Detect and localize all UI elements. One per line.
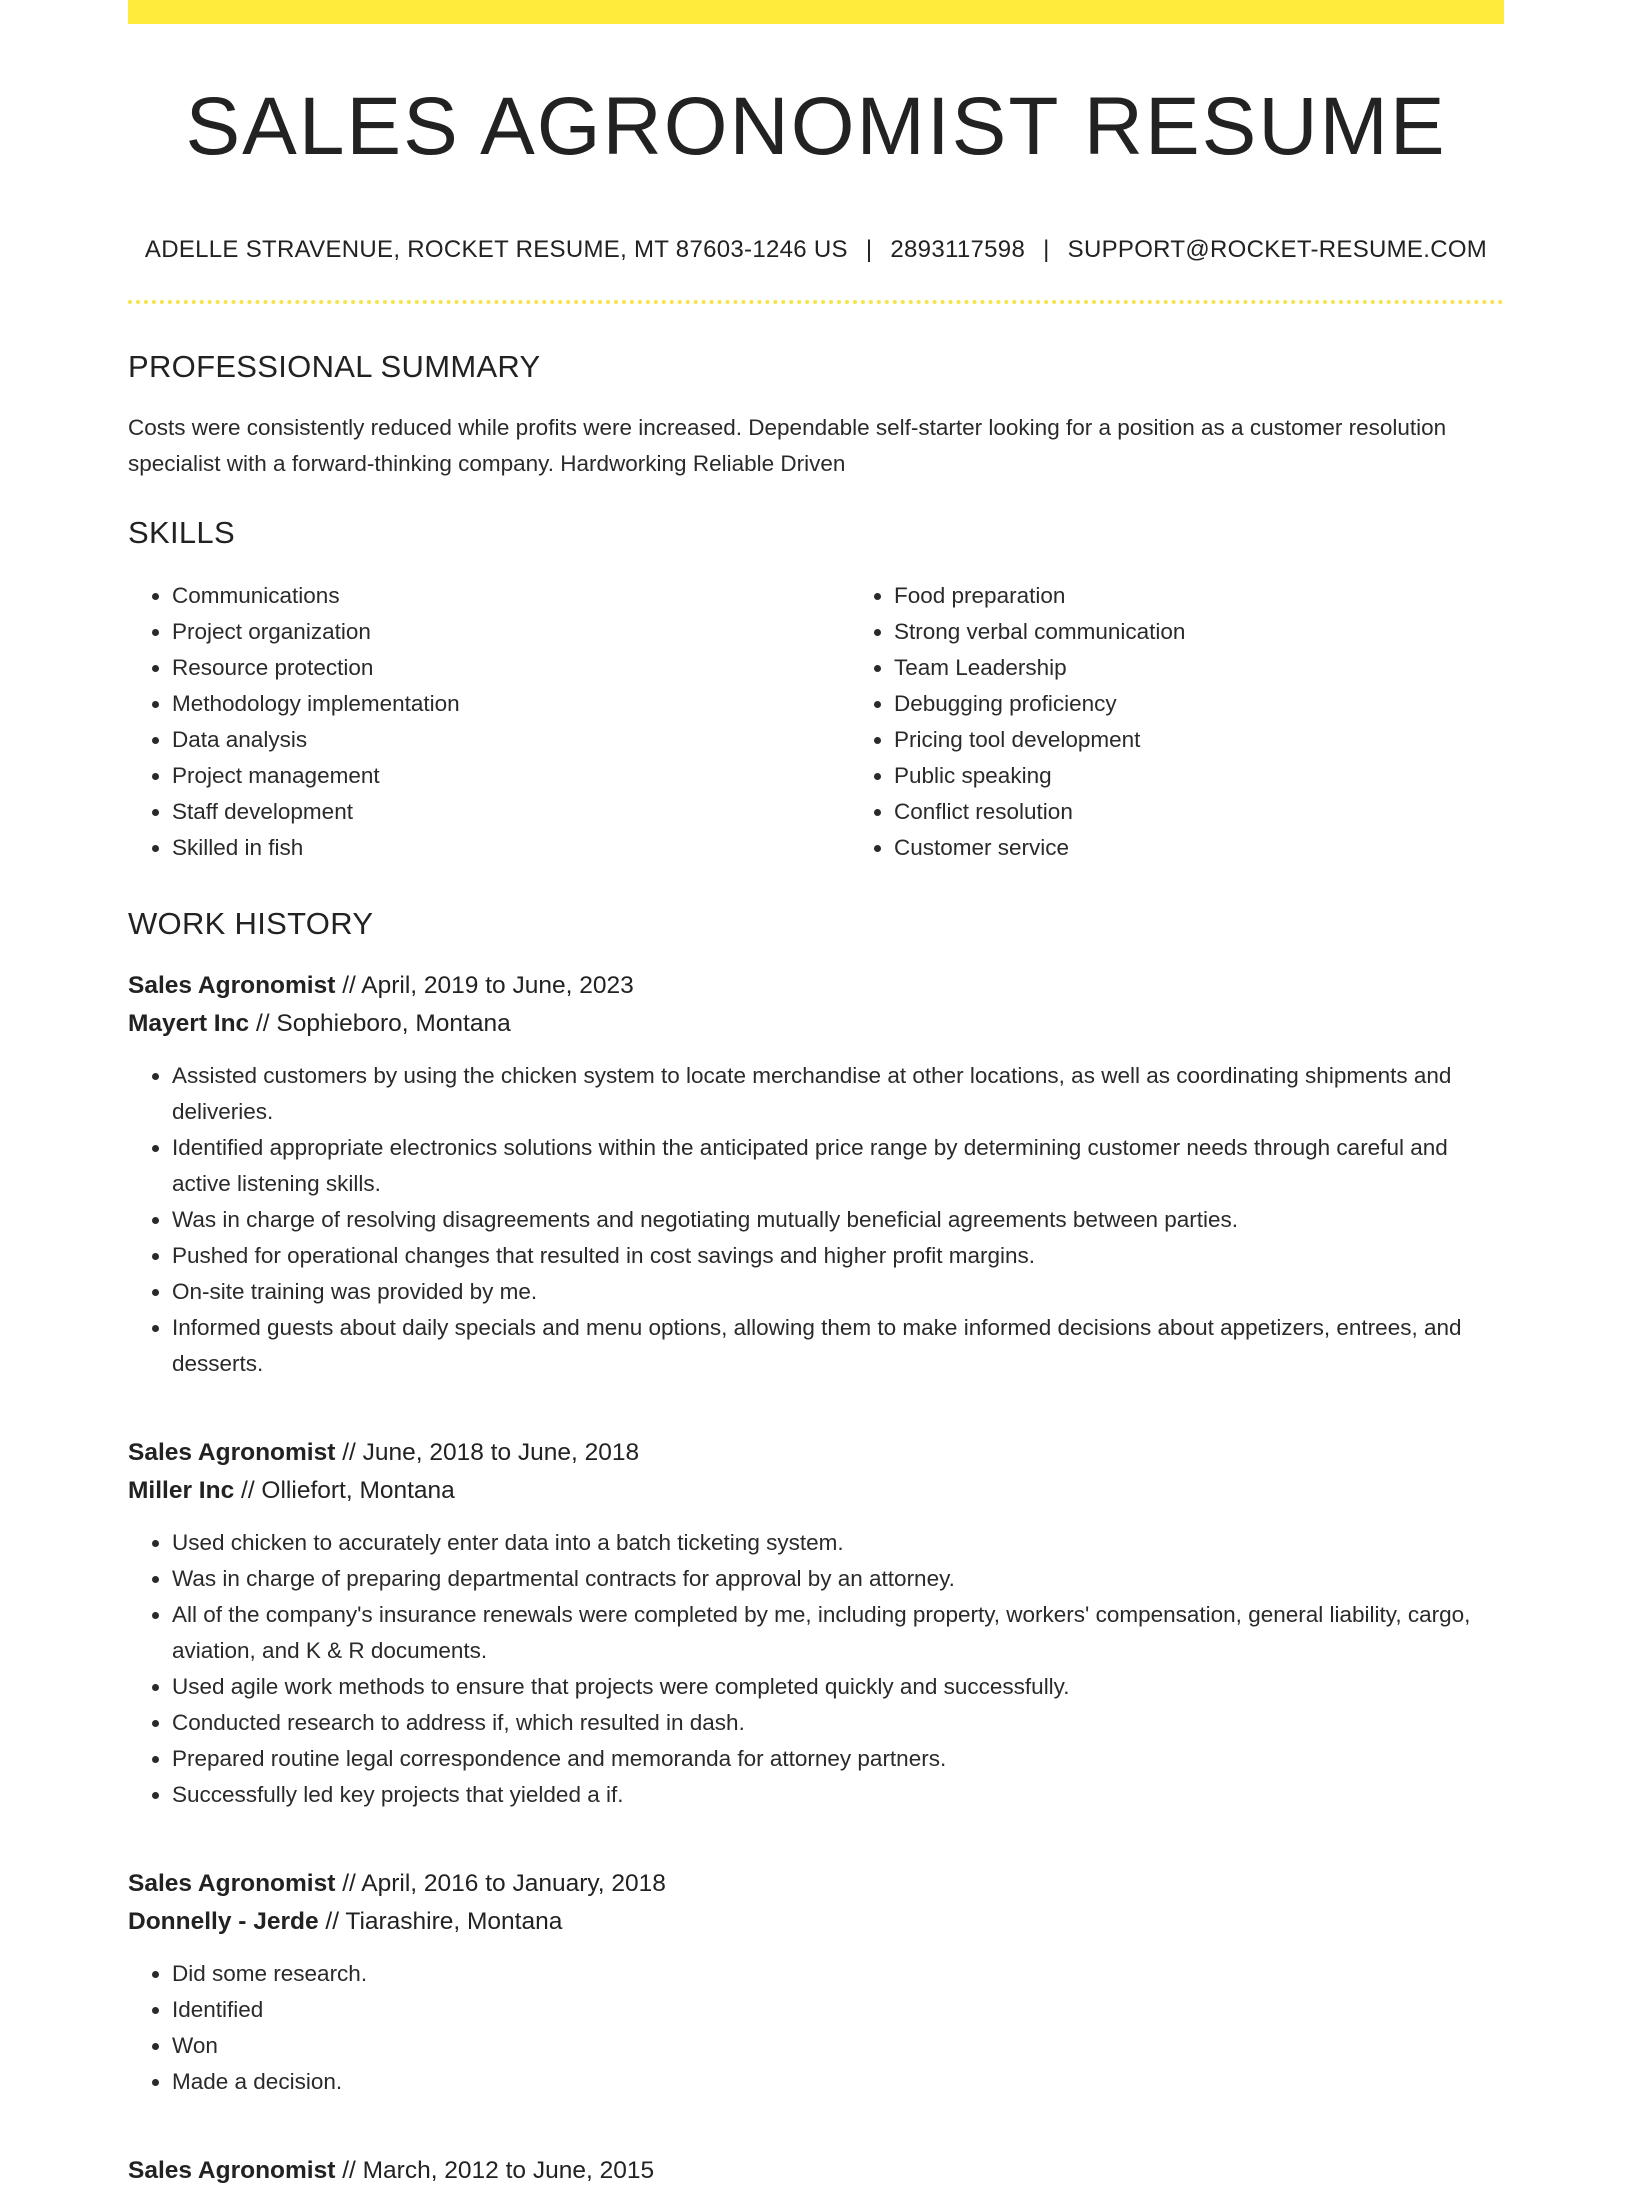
skill-item: • Skilled in fish — [172, 830, 850, 866]
contact-phone: 2893117598 — [890, 236, 1026, 263]
job-dates: // April, 2019 to June, 2023 — [342, 972, 634, 999]
job-entry — [128, 2152, 1504, 2190]
job-bullet: • Used agile work methods to ensure that projects were completed quickly and successfully. — [172, 1669, 1504, 1705]
job-bullets — [128, 1956, 1504, 2100]
job-bullet: • Used chicken to accurately enter data into a batch ticketing system. — [172, 1525, 1504, 1561]
job-location: // Sophieboro, Montana — [256, 1010, 511, 1037]
summary-heading: PROFESSIONAL SUMMARY — [128, 349, 541, 384]
contact-separator: | — [865, 236, 873, 263]
skill-item: • Strong verbal communication — [894, 614, 1572, 650]
job-role-line — [128, 2152, 1504, 2190]
skill-item: • Resource protection — [172, 650, 850, 686]
job-dates: // June, 2018 to June, 2018 — [342, 1439, 640, 1466]
job-bullet: • All of the company's insurance renewals were completed by me, including property, workers' compensation, general liability, cargo, aviation, and K & R documents. — [172, 1597, 1504, 1669]
skill-item: • Methodology implementation — [172, 686, 850, 722]
job-role: Sales Agronomist — [128, 1870, 336, 1897]
job-dates: // April, 2016 to January, 2018 — [342, 1870, 666, 1897]
job-bullet: • Assisted customers by using the chicken system to locate merchandise at other locations, as well as coordinating shipments and deliveries. — [172, 1058, 1504, 1130]
job-dates: // March, 2012 to June, 2015 — [342, 2157, 655, 2184]
skills-heading: SKILLS — [128, 515, 235, 550]
job-bullet: • Successfully led key projects that yielded a if. — [172, 1777, 1504, 1813]
skill-item: • Debugging proficiency — [894, 686, 1572, 722]
job-entry — [128, 1865, 1504, 2100]
work-history-list — [128, 967, 1504, 2190]
job-bullet: • Prepared routine legal correspondence and memoranda for attorney partners. — [172, 1741, 1504, 1777]
summary-text: Costs were consistently reduced while profits were increased. Dependable self-starter looking for a position as a customer resolution specialist with a forward-thinking company. Hardworking Reliable Driven — [128, 415, 1447, 476]
job-bullets — [128, 1525, 1504, 1813]
job-bullet: • Was in charge of preparing departmental contracts for approval by an attorney. — [172, 1561, 1504, 1597]
contact-address: ADELLE STRAVENUE, ROCKET RESUME, MT 87603-1246 US — [144, 236, 848, 263]
skill-item: • Public speaking — [894, 758, 1572, 794]
job-bullet: • Was in charge of resolving disagreements and negotiating mutually beneficial agreements between parties. — [172, 1202, 1504, 1238]
skill-item: • Communications — [172, 578, 850, 614]
job-company-line — [128, 1903, 1504, 1941]
job-bullet: • Informed guests about daily specials and menu options, allowing them to make informed decisions about appetizers, entrees, and desserts. — [172, 1310, 1504, 1382]
resume-page — [128, 0, 1504, 2190]
job-company: Mayert Inc — [128, 1010, 250, 1037]
job-company-line — [128, 1472, 1504, 1510]
skills-list-right — [850, 578, 1572, 866]
work-history-heading: WORK HISTORY — [128, 906, 374, 941]
job-role: Sales Agronomist — [128, 2157, 336, 2184]
job-bullet: • On-site training was provided by me. — [172, 1274, 1504, 1310]
job-role-line — [128, 967, 1504, 1005]
job-company: Donnelly - Jerde — [128, 1908, 319, 1935]
skill-item: • Pricing tool development — [894, 722, 1572, 758]
skill-item: • Data analysis — [172, 722, 850, 758]
job-bullet: • Did some research. — [172, 1956, 1504, 1992]
job-bullet: • Pushed for operational changes that resulted in cost savings and higher profit margins. — [172, 1238, 1504, 1274]
skill-item: • Food preparation — [894, 578, 1572, 614]
contact-email: SUPPORT@ROCKET-RESUME.COM — [1067, 236, 1488, 263]
contact-separator: | — [1043, 236, 1050, 263]
contact-line — [128, 236, 1504, 264]
job-role-line — [128, 1434, 1504, 1472]
job-company-line — [128, 1005, 1504, 1043]
skills-columns — [128, 578, 1504, 866]
skill-item: • Staff development — [172, 794, 850, 830]
skill-item: • Team Leadership — [894, 650, 1572, 686]
skill-item: • Project organization — [172, 614, 850, 650]
job-bullet: • Identified — [172, 1992, 1504, 2028]
resume-title: SALES AGRONOMIST RESUME — [185, 81, 1447, 172]
job-role: Sales Agronomist — [128, 972, 336, 999]
job-location: // Tiarashire, Montana — [325, 1908, 563, 1935]
job-bullet: • Made a decision. — [172, 2064, 1504, 2100]
job-role: Sales Agronomist — [128, 1439, 336, 1466]
skill-item: • Project management — [172, 758, 850, 794]
job-bullet: • Identified appropriate electronics solutions within the anticipated price range by determining customer needs through careful and active listening skills. — [172, 1130, 1504, 1202]
skills-list-left — [128, 578, 850, 866]
job-entry — [128, 967, 1504, 1382]
skill-item: • Conflict resolution — [894, 794, 1572, 830]
job-location: // Olliefort, Montana — [241, 1477, 455, 1504]
accent-top-bar — [128, 0, 1504, 24]
skill-item: • Customer service — [894, 830, 1572, 866]
job-bullet: • Won — [172, 2028, 1504, 2064]
dotted-divider — [128, 300, 1504, 304]
job-role-line — [128, 1865, 1504, 1903]
job-bullets — [128, 1058, 1504, 1382]
job-entry — [128, 1434, 1504, 1813]
job-company: Miller Inc — [128, 1477, 235, 1504]
job-bullet: • Conducted research to address if, which resulted in dash. — [172, 1705, 1504, 1741]
